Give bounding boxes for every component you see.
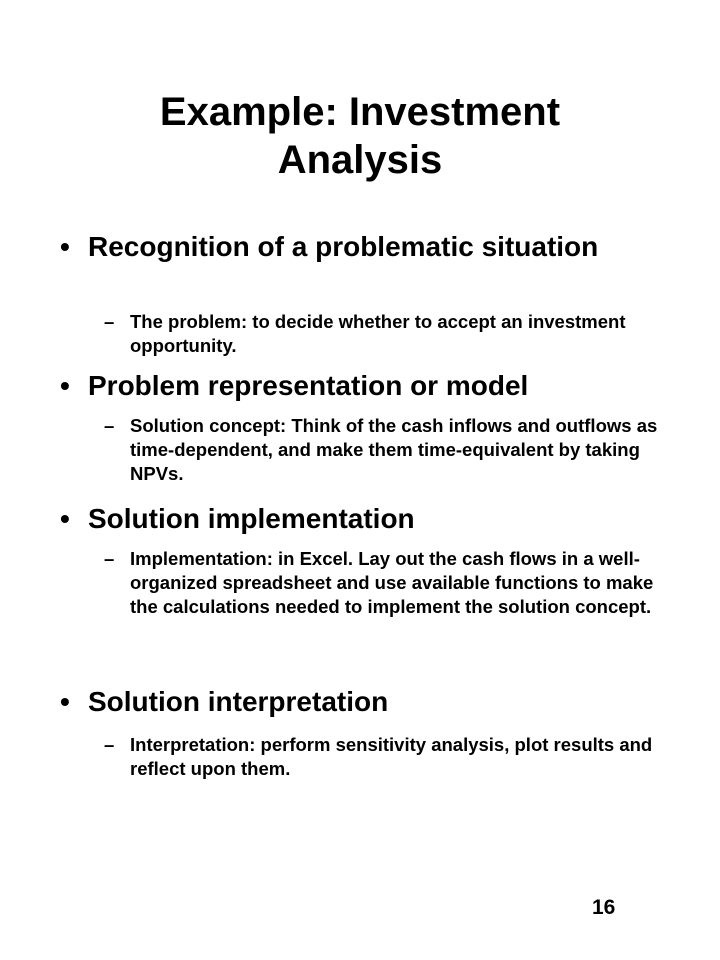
sub-bullet-marker: – <box>104 734 115 755</box>
bullet-heading: Solution interpretation <box>88 686 389 717</box>
sub-bullet-implementation <box>104 547 664 619</box>
sub-bullet-marker: – <box>104 548 115 569</box>
bullet-heading: Solution implementation <box>88 503 415 534</box>
slide-title-line-1: Example: Investment <box>159 90 561 134</box>
bullet-marker: • <box>60 686 70 717</box>
sub-bullet-marker: – <box>104 415 115 436</box>
bullet-marker: • <box>60 231 70 262</box>
slide-title-line-2: Analysis <box>277 138 443 182</box>
bullet-heading: Problem representation or model <box>88 370 529 401</box>
bullet-implementation <box>60 501 680 537</box>
bullet-interpretation <box>60 684 680 720</box>
bullet-marker: • <box>60 503 70 534</box>
bullet-heading: Recognition of a problematic situation <box>88 231 599 262</box>
sub-bullet-representation <box>104 414 664 486</box>
bullet-recognition <box>60 229 680 265</box>
sub-bullet-text: Implementation: in Excel. Lay out the cash flows in a well-organized spreadsheet and use available functions to make the calculations needed to implement the solution concept. <box>130 548 654 617</box>
sub-bullet-text: Solution concept: Think of the cash inflows and outflows as time-dependent, and make them time-equivalent by taking NPVs. <box>130 415 658 484</box>
slide-title <box>0 88 720 184</box>
bullet-marker: • <box>60 370 70 401</box>
bullet-representation <box>60 368 680 404</box>
page-number: 16 <box>592 896 616 919</box>
sub-bullet-marker: – <box>104 311 115 332</box>
sub-bullet-text: The problem: to decide whether to accept an investment opportunity. <box>130 311 626 356</box>
sub-bullet-recognition <box>104 310 664 358</box>
sub-bullet-text: Interpretation: perform sensitivity analysis, plot results and reflect upon them. <box>130 734 653 779</box>
sub-bullet-interpretation <box>104 733 664 781</box>
